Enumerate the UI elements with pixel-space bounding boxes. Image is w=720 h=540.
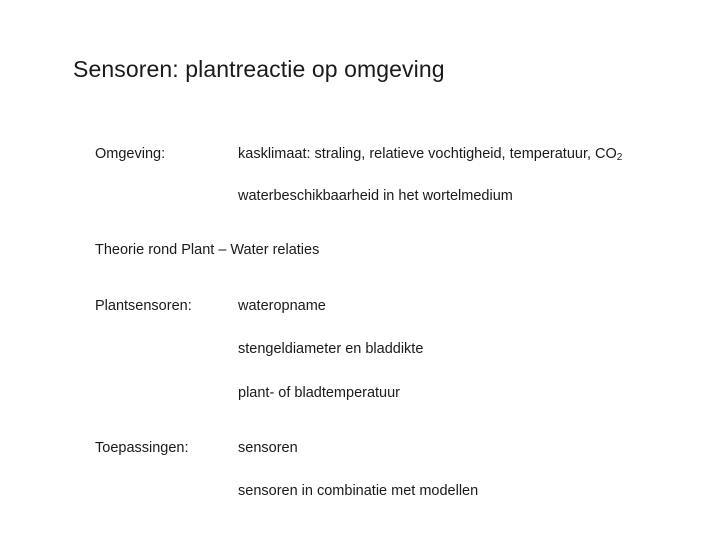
omgeving-line-1-text: kasklimaat: straling, relatieve vochtigheid, temperatuur, CO (238, 146, 617, 162)
plantsensoren-item: plant- of bladtemperatuur (238, 385, 401, 401)
toepassingen-item: sensoren (238, 440, 298, 456)
omgeving-line-1-subscript: 2 (616, 152, 623, 163)
omgeving-line-1 (238, 146, 622, 163)
toepassingen-label: Toepassingen: (95, 440, 189, 456)
plantsensoren-item: wateropname (238, 298, 326, 314)
theorie-line: Theorie rond Plant – Water relaties (95, 242, 320, 258)
plantsensoren-item: stengeldiameter en bladdikte (238, 341, 424, 357)
omgeving-line-2: waterbeschikbaarheid in het wortelmedium (238, 188, 513, 204)
toepassingen-item: sensoren in combinatie met modellen (238, 483, 479, 499)
omgeving-label: Omgeving: (95, 146, 166, 162)
slide-title: Sensoren: plantreactie op omgeving (73, 56, 445, 82)
plantsensoren-label: Plantsensoren: (95, 298, 192, 314)
